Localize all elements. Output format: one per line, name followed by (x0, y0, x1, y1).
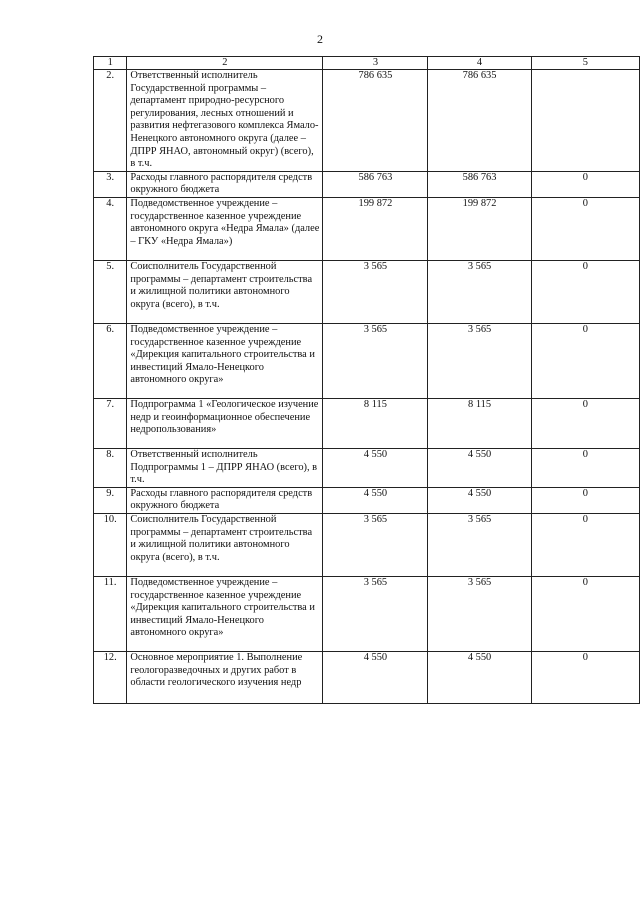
row-value-total: 4 550 (323, 651, 428, 703)
table-row (94, 197, 640, 260)
row-name: Ответственный исполнитель Государственной программы – департамент природно-ресурсного регулирования, лесных отношений и развития нефтегазового комплекса Ямало- Ненецкого автономного округа (далее – ДПРР ЯНАО, автономный округ) (всего), в т.ч. (127, 70, 323, 172)
column-header-5: 5 (531, 57, 639, 70)
row-number: 9. (94, 487, 127, 513)
row-value-total: 786 635 (323, 70, 428, 172)
row-value-col4: 4 550 (428, 651, 531, 703)
row-name: Соисполнитель Государственной программы – департамент строительства и жилищной политики автономного округа (всего), в т.ч. (127, 513, 323, 576)
row-number: 12. (94, 651, 127, 703)
row-name: Расходы главного распорядителя средств окружного бюджета (127, 171, 323, 197)
row-number: 6. (94, 323, 127, 398)
row-name: Подпрограмма 1 «Геологическое изучение недр и геоинформационное обеспечение недропользования» (127, 398, 323, 448)
row-number: 5. (94, 260, 127, 323)
table-row (94, 448, 640, 487)
table-row (94, 576, 640, 651)
row-value-col5: 0 (531, 398, 639, 448)
row-value-col5: 0 (531, 448, 639, 487)
row-value-col5: 0 (531, 487, 639, 513)
row-number: 11. (94, 576, 127, 651)
row-value-col5: 0 (531, 197, 639, 260)
row-name: Соисполнитель Государственной программы – департамент строительства и жилищной политики автономного округа (всего), в т.ч. (127, 260, 323, 323)
column-header-4: 4 (428, 57, 531, 70)
row-value-col5: 0 (531, 651, 639, 703)
row-number: 7. (94, 398, 127, 448)
row-value-col4: 786 635 (428, 70, 531, 172)
row-name: Подведомственное учреждение – государственное казенное учреждение автономного округа «Недра Ямала» (далее – ГКУ «Недра Ямала») (127, 197, 323, 260)
row-value-total: 586 763 (323, 171, 428, 197)
row-number: 8. (94, 448, 127, 487)
row-value-col5: 0 (531, 171, 639, 197)
table-row (94, 513, 640, 576)
row-number: 4. (94, 197, 127, 260)
row-value-total: 3 565 (323, 323, 428, 398)
row-number: 10. (94, 513, 127, 576)
table-row (94, 260, 640, 323)
row-name: Подведомственное учреждение – государственное казенное учреждение «Дирекция капитального строительства и инвестиций Ямало-Ненецкого автономного округа» (127, 323, 323, 398)
row-value-col5: 0 (531, 576, 639, 651)
column-header-3: 3 (323, 57, 428, 70)
table-row (94, 398, 640, 448)
row-name: Подведомственное учреждение – государственное казенное учреждение «Дирекция капитального строительства и инвестиций Ямало-Ненецкого автономного округа» (127, 576, 323, 651)
row-value-col5: 0 (531, 513, 639, 576)
row-name: Основное мероприятие 1. Выполнение геологоразведочных и других работ в области геологического изучения недр (127, 651, 323, 703)
table-row (94, 171, 640, 197)
row-value-col4: 3 565 (428, 513, 531, 576)
table-row (94, 323, 640, 398)
table-header-row (94, 57, 640, 70)
row-value-col5: 0 (531, 260, 639, 323)
row-value-col4: 4 550 (428, 487, 531, 513)
row-name: Расходы главного распорядителя средств окружного бюджета (127, 487, 323, 513)
row-name: Ответственный исполнитель Подпрограммы 1 – ДПРР ЯНАО (всего), в т.ч. (127, 448, 323, 487)
row-value-total: 4 550 (323, 448, 428, 487)
row-value-total: 4 550 (323, 487, 428, 513)
table-row (94, 70, 640, 172)
table-row (94, 651, 640, 703)
row-value-total: 3 565 (323, 576, 428, 651)
row-value-total: 199 872 (323, 197, 428, 260)
page-number: 2 (317, 32, 323, 46)
column-header-2: 2 (127, 57, 323, 70)
row-value-col4: 3 565 (428, 323, 531, 398)
row-value-col5: 0 (531, 323, 639, 398)
row-value-col4: 3 565 (428, 260, 531, 323)
row-value-col4: 8 115 (428, 398, 531, 448)
row-value-total: 3 565 (323, 513, 428, 576)
row-value-total: 8 115 (323, 398, 428, 448)
row-number: 3. (94, 171, 127, 197)
row-number: 2. (94, 70, 127, 172)
row-value-col4: 199 872 (428, 197, 531, 260)
table-row (94, 487, 640, 513)
row-value-col5 (531, 70, 639, 172)
row-value-total: 3 565 (323, 260, 428, 323)
budget-table (93, 56, 640, 704)
column-header-1: 1 (94, 57, 127, 70)
row-value-col4: 4 550 (428, 448, 531, 487)
row-value-col4: 586 763 (428, 171, 531, 197)
row-value-col4: 3 565 (428, 576, 531, 651)
